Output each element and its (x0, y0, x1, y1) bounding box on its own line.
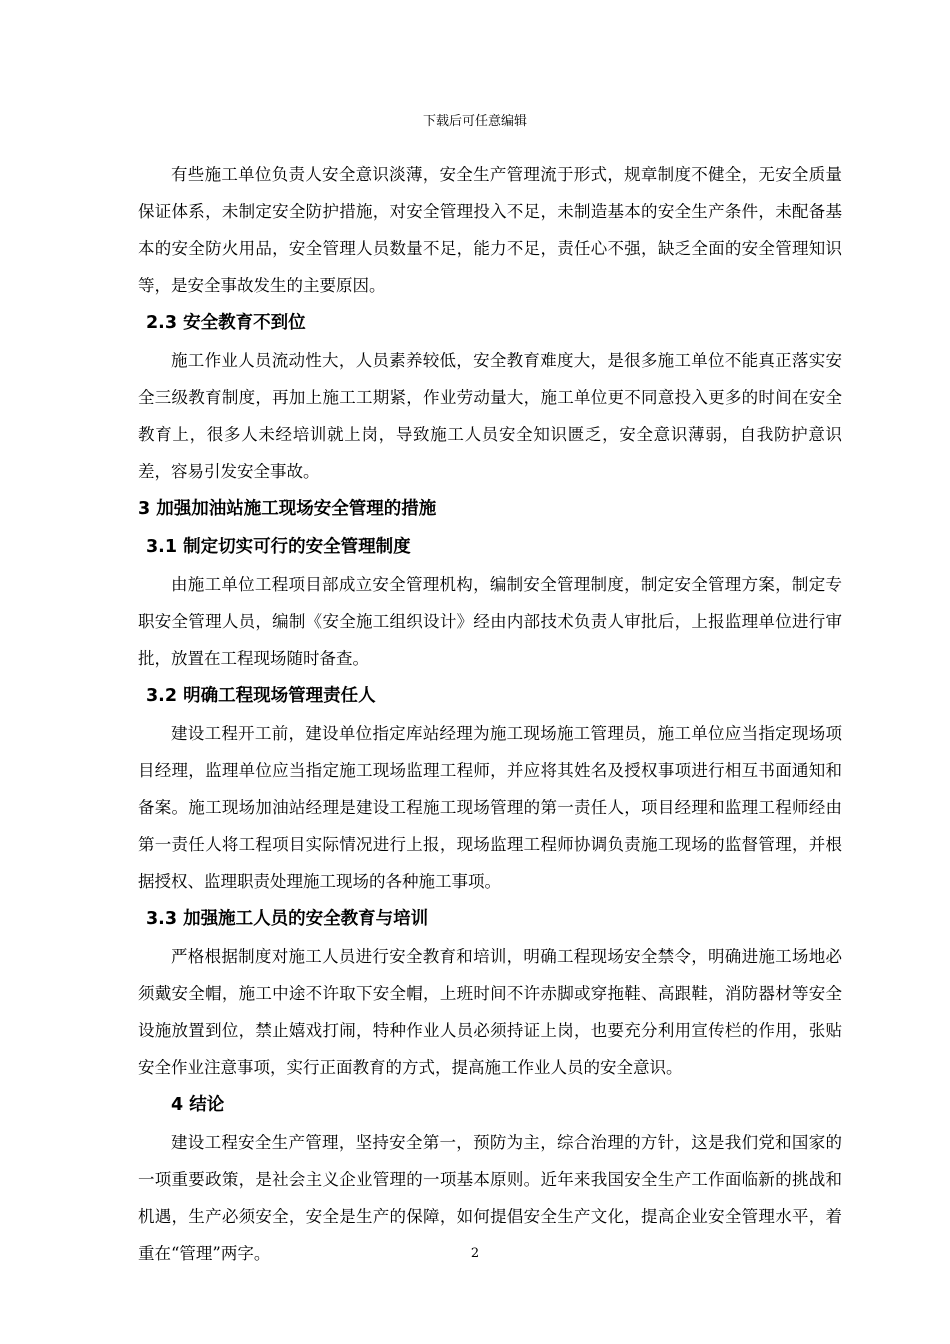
heading-3-1: 3.1 制定切实可行的安全管理制度 (146, 537, 411, 557)
paragraph-training: 严格根据制度对施工人员进行安全教育和培训，明确工程现场安全禁令，明确进施工场地必须戴安全帽，施工中途不许取下安全帽，上班时间不许赤脚或穿拖鞋、高跟鞋，消防器材等安全设施放置到位，禁止嬉戏打闹，特种作业人员必须持证上岗，也要充分利用宣传栏的作用，张贴安全作业注意事项，实行正面教育的方式，提高施工作业人员的安全意识。 (138, 947, 842, 1077)
heading-2-3: 2.3 安全教育不到位 (146, 313, 306, 333)
paragraph-responsibility: 建设工程开工前，建设单位指定库站经理为施工现场施工管理员，施工单位应当指定现场项目经理，监理单位应当指定施工现场监理工程师，并应将其姓名及授权事项进行相互书面通知和备案。施工现场加油站经理是建设工程施工现场管理的第一责任人，项目经理和监理工程师经由第一责任人将工程项目实际情况进行上报，现场监理工程师协调负责施工现场的监督管理，并根据授权、监理职责处理施工现场的各种施工事项。 (138, 724, 842, 891)
page-header: 下载后可任意编辑 (422, 114, 527, 129)
heading-3-3: 3.3 加强施工人员的安全教育与培训 (146, 909, 429, 929)
paragraph-management-causes: 有些施工单位负责人安全意识淡薄，安全生产管理流于形式，规章制度不健全，无安全质量保证体系，未制定安全防护措施，对安全管理投入不足，未制造基本的安全生产条件，未配备基本的安全防火用品，安全管理人员数量不足，能力不足，责任心不强，缺乏全面的安全管理知识等，是安全事故发生的主要原因。 (138, 165, 842, 295)
paragraph-management-system: 由施工单位工程项目部成立安全管理机构，编制安全管理制度，制定安全管理方案，制定专职安全管理人员，编制《安全施工组织设计》经由内部技术负责人审批后，上报监理单位进行审批，放置在工程现场随时备查。 (138, 575, 842, 668)
page-number: 2 (470, 1246, 480, 1261)
paragraph-conclusion: 建设工程安全生产管理，坚持安全第一，预防为主，综合治理的方针，这是我们党和国家的一项重要政策，是社会主义企业管理的一项基本原则。近年来我国安全生产工作面临新的挑战和机遇，生产必须安全，安全是生产的保障，如何提倡安全生产文化，提高企业安全管理水平，着重在“管理”两字。 (138, 1133, 842, 1263)
heading-3-2: 3.2 明确工程现场管理责任人 (146, 686, 376, 706)
heading-3: 3 加强加油站施工现场安全管理的措施 (138, 499, 437, 519)
document-body (138, 156, 842, 1272)
paragraph-education-issues: 施工作业人员流动性大，人员素养较低，安全教育难度大，是很多施工单位不能真正落实安全三级教育制度，再加上施工工期紧，作业劳动量大，施工单位更不同意投入更多的时间在安全教育上，很多人未经培训就上岗，导致施工人员安全知识匮乏，安全意识薄弱，自我防护意识差，容易引发安全事故。 (138, 351, 842, 481)
heading-4-conclusion: 4 结论 (171, 1095, 225, 1115)
